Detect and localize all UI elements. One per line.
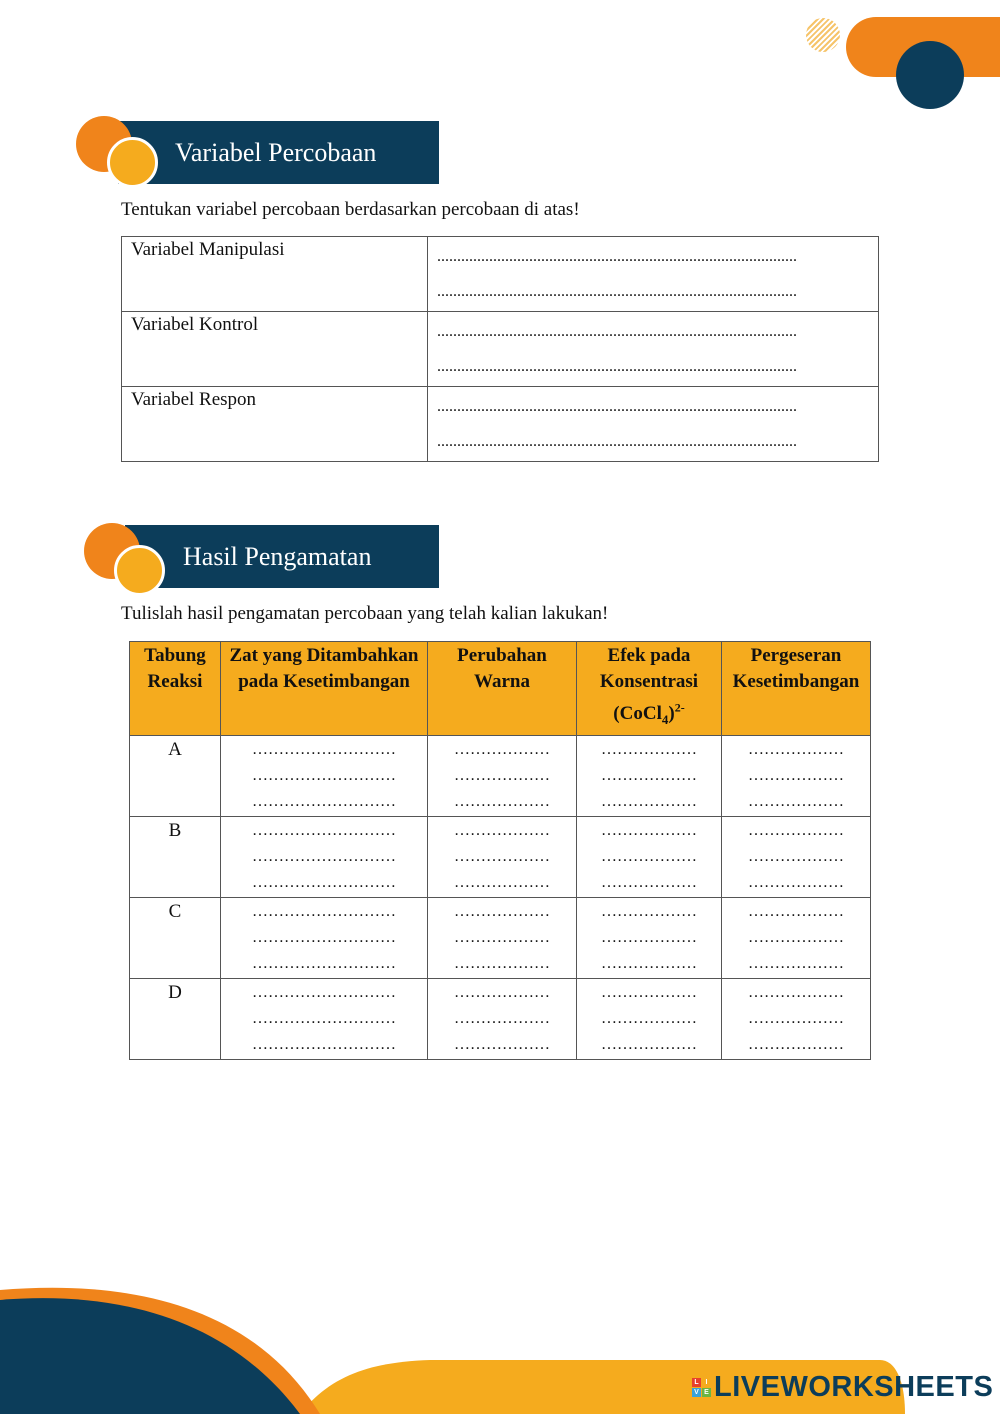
answer-line: ………………	[748, 848, 844, 866]
answer-line: ………………………	[252, 955, 396, 973]
tabung-label: D	[130, 979, 221, 1060]
answer-line: ………………	[454, 984, 550, 1002]
answer-line: ………………………	[252, 848, 396, 866]
tabung-label: A	[130, 736, 221, 817]
answer-line: ………………	[454, 848, 550, 866]
answer-line: ………………	[748, 793, 844, 811]
table-row	[122, 387, 879, 462]
answer-efek[interactable]	[577, 817, 722, 898]
table-row	[130, 898, 871, 979]
answer-zat[interactable]	[221, 898, 428, 979]
formula-close: )	[668, 703, 675, 725]
answer-line: ………………………	[252, 874, 396, 892]
answer-line: ..........................................................................................	[437, 358, 797, 375]
answer-line: ..........................................................................................	[437, 283, 797, 300]
answer-line: ………………………	[252, 1010, 396, 1028]
answer-line: ………………………	[252, 984, 396, 1002]
table-row	[130, 736, 871, 817]
liveworksheets-logo	[692, 1371, 993, 1404]
logo-mark-icon	[692, 1378, 711, 1397]
header-efek-label: Efek pada Konsentrasi	[599, 645, 699, 692]
answer-warna[interactable]	[428, 979, 577, 1060]
instruction-hasil: Tulislah hasil pengamatan percobaan yang telah kalian lakukan!	[121, 603, 609, 624]
answer-line: ………………	[601, 1010, 697, 1028]
section-title-hasil: Hasil Pengamatan	[183, 541, 372, 571]
answer-line: ………………………	[252, 767, 396, 785]
answer-line: ………………	[601, 767, 697, 785]
table-row	[130, 979, 871, 1060]
header-efek-formula	[613, 701, 685, 728]
table-row	[122, 312, 879, 387]
answer-line: ………………	[601, 822, 697, 840]
variabel-label: Variabel Manipulasi	[122, 237, 428, 312]
answer-efek[interactable]	[577, 979, 722, 1060]
answer-line: ………………	[601, 903, 697, 921]
table-row	[130, 817, 871, 898]
answer-line: ………………	[454, 793, 550, 811]
answer-pergeseran[interactable]	[722, 817, 871, 898]
answer-warna[interactable]	[428, 898, 577, 979]
answer-line: ..........................................................................................	[437, 323, 797, 340]
answer-line: ………………	[454, 822, 550, 840]
answer-line: ………………………	[252, 741, 396, 759]
header-pergeseran: Pergeseran Kesetimbangan	[722, 642, 871, 736]
answer-line: ………………	[748, 741, 844, 759]
answer-line: ………………	[748, 767, 844, 785]
answer-line: ..........................................................................................	[437, 433, 797, 450]
tabung-label: B	[130, 817, 221, 898]
banner-amber-circle-icon	[114, 545, 165, 596]
header-zat: Zat yang Ditambahkan pada Kesetimbangan	[221, 642, 428, 736]
answer-line: ………………	[454, 767, 550, 785]
answer-pergeseran[interactable]	[722, 736, 871, 817]
decorative-navy-circle	[896, 41, 964, 109]
section-title-variabel: Variabel Percobaan	[175, 137, 377, 167]
answer-zat[interactable]	[221, 979, 428, 1060]
table-header-row	[130, 642, 871, 736]
answer-line: ………………	[601, 793, 697, 811]
logo-letter: E	[702, 1388, 711, 1397]
answer-line: ………………	[748, 874, 844, 892]
answer-line: ………………	[748, 1010, 844, 1028]
answer-line: ………………	[601, 874, 697, 892]
variabel-label: Variabel Kontrol	[122, 312, 428, 387]
variabel-label: Variabel Respon	[122, 387, 428, 462]
answer-line: ………………	[748, 822, 844, 840]
logo-letter: I	[702, 1378, 711, 1387]
answer-line: ………………	[601, 848, 697, 866]
answer-line: ..........................................................................................	[437, 248, 797, 265]
answer-field[interactable]	[428, 237, 879, 312]
answer-line: ………………	[748, 1036, 844, 1054]
answer-pergeseran[interactable]	[722, 979, 871, 1060]
answer-line: ………………	[454, 874, 550, 892]
logo-text: LIVEWORKSHEETS	[714, 1371, 994, 1403]
answer-zat[interactable]	[221, 817, 428, 898]
answer-line: ………………	[601, 929, 697, 947]
answer-line: ………………	[601, 955, 697, 973]
answer-line: ………………	[748, 984, 844, 1002]
section-banner-hasil	[125, 525, 439, 588]
answer-warna[interactable]	[428, 817, 577, 898]
answer-line: ………………	[601, 741, 697, 759]
answer-efek[interactable]	[577, 736, 722, 817]
answer-line: ..........................................................................................	[437, 398, 797, 415]
table-row	[122, 237, 879, 312]
answer-line: ………………………	[252, 1036, 396, 1054]
answer-field[interactable]	[428, 387, 879, 462]
answer-line: ………………	[454, 1036, 550, 1054]
logo-letter: V	[692, 1388, 701, 1397]
logo-letter: L	[692, 1378, 701, 1387]
header-efek	[577, 642, 722, 736]
answer-line: ………………	[454, 903, 550, 921]
answer-line: ………………………	[252, 793, 396, 811]
answer-pergeseran[interactable]	[722, 898, 871, 979]
answer-warna[interactable]	[428, 736, 577, 817]
tabung-label: C	[130, 898, 221, 979]
answer-line: ………………	[601, 1036, 697, 1054]
header-warna: Perubahan Warna	[428, 642, 577, 736]
answer-line: ………………	[601, 984, 697, 1002]
answer-line: ………………	[454, 955, 550, 973]
section-banner-variabel	[118, 121, 439, 184]
hasil-table	[129, 641, 871, 1060]
answer-field[interactable]	[428, 312, 879, 387]
instruction-variabel: Tentukan variabel percobaan berdasarkan percobaan di atas!	[121, 199, 580, 220]
variabel-table	[121, 236, 879, 462]
decorative-striped-circle	[806, 18, 840, 52]
answer-line: ………………	[748, 955, 844, 973]
answer-line: ………………	[454, 929, 550, 947]
banner-amber-circle-icon	[107, 137, 158, 188]
answer-line: ………………	[748, 903, 844, 921]
answer-efek[interactable]	[577, 898, 722, 979]
header-tabung: Tabung Reaksi	[130, 642, 221, 736]
formula-base: (CoCl	[613, 703, 662, 725]
answer-line: ………………	[454, 741, 550, 759]
answer-line: ………………………	[252, 903, 396, 921]
answer-zat[interactable]	[221, 736, 428, 817]
formula-subscript: 4	[661, 712, 669, 728]
answer-line: ………………	[454, 1010, 550, 1028]
answer-line: ………………………	[252, 929, 396, 947]
formula-superscript: 2-	[674, 701, 685, 715]
answer-line: ………………………	[252, 822, 396, 840]
answer-line: ………………	[748, 929, 844, 947]
